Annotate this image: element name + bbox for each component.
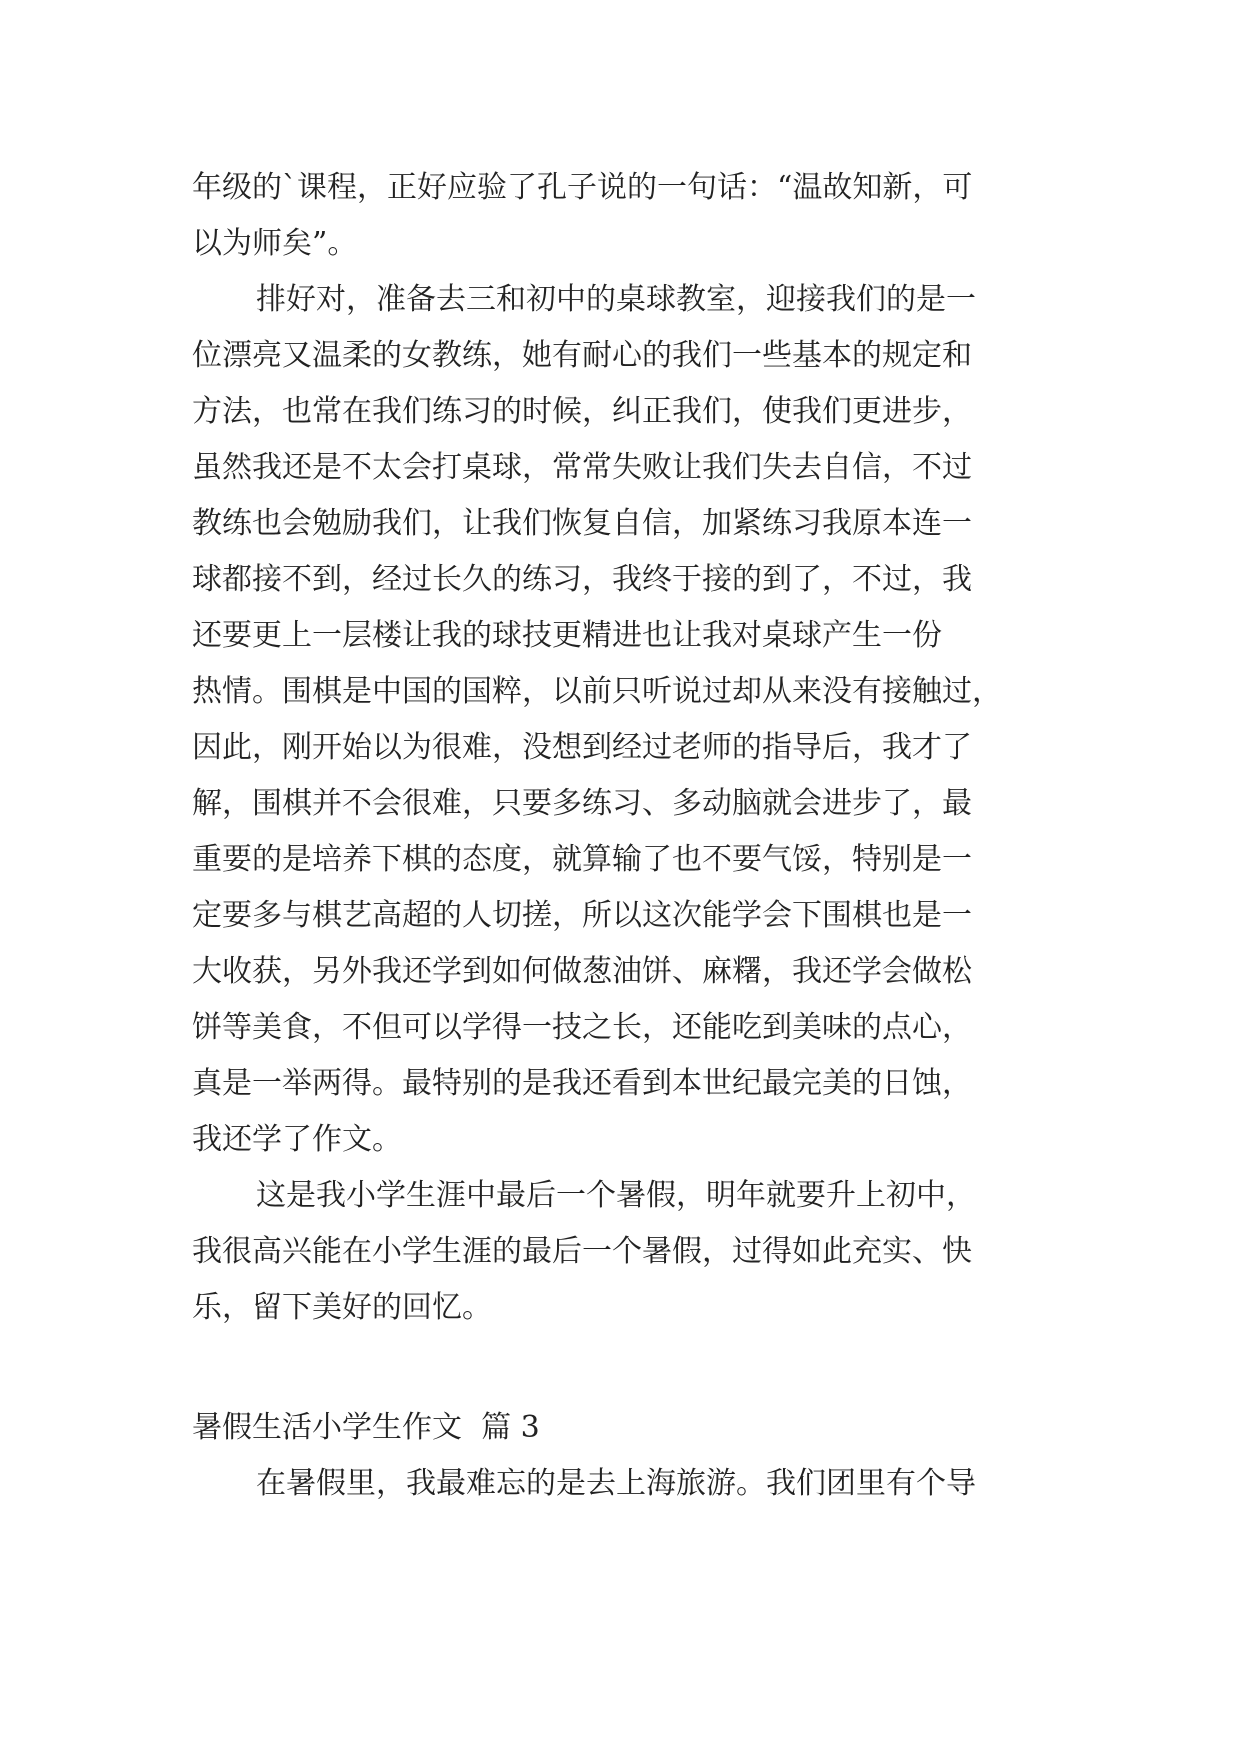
text-line: 这是我小学生涯中最后一个暑假，明年就要升上初中， [256,1178,976,1213]
text-line: 大收获，另外我还学到如何做葱油饼、麻糬，我还学会做松 [192,954,972,989]
text-line: 热情。围棋是中国的国粹，以前只听说过却从来没有接触过， [192,674,1002,709]
section-spacer [192,1336,1052,1400]
text-line: 在暑假里，我最难忘的是去上海旅游。我们团里有个导 [256,1466,976,1501]
text-line: 饼等美食，不但可以学得一技之长，还能吃到美味的点心， [192,1010,972,1045]
text-line: 以为师矣”。 [192,226,358,261]
text-line: 定要多与棋艺高超的人切搓，所以这次能学会下围棋也是一 [192,898,972,933]
text-line: 方法，也常在我们练习的时候，纠正我们，使我们更进步， [192,394,972,429]
essay-body [192,160,1052,1512]
text-line: 还要更上一层楼让我的球技更精进也让我对桌球产生一份 [192,618,942,653]
text-line: 教练也会勉励我们，让我们恢复自信，加紧练习我原本连一 [192,506,972,541]
section-heading: 暑假生活小学生作文 篇 3 [192,1410,540,1445]
text-line: 位漂亮又温柔的女教练，她有耐心的我们一些基本的规定和 [192,338,972,373]
text-line: 年级的`课程，正好应验了孔子说的一句话：“温故知新，可 [192,170,973,205]
text-line: 球都接不到，经过长久的练习，我终于接的到了，不过，我 [192,562,972,597]
text-line: 我很高兴能在小学生涯的最后一个暑假，过得如此充实、快 [192,1234,972,1269]
text-line: 解，围棋并不会很难，只要多练习、多动脑就会进步了，最 [192,786,972,821]
text-line: 虽然我还是不太会打桌球，常常失败让我们失去自信，不过 [192,450,972,485]
text-line: 重要的是培养下棋的态度，就算输了也不要气馁，特别是一 [192,842,972,877]
text-line: 乐，留下美好的回忆。 [192,1290,492,1325]
text-line: 真是一举两得。最特别的是我还看到本世纪最完美的日蚀， [192,1066,972,1101]
text-line: 排好对，准备去三和初中的桌球教室，迎接我们的是一 [256,282,976,317]
text-line: 我还学了作文。 [192,1122,402,1157]
text-line: 因此，刚开始以为很难，没想到经过老师的指导后，我才了 [192,730,972,765]
